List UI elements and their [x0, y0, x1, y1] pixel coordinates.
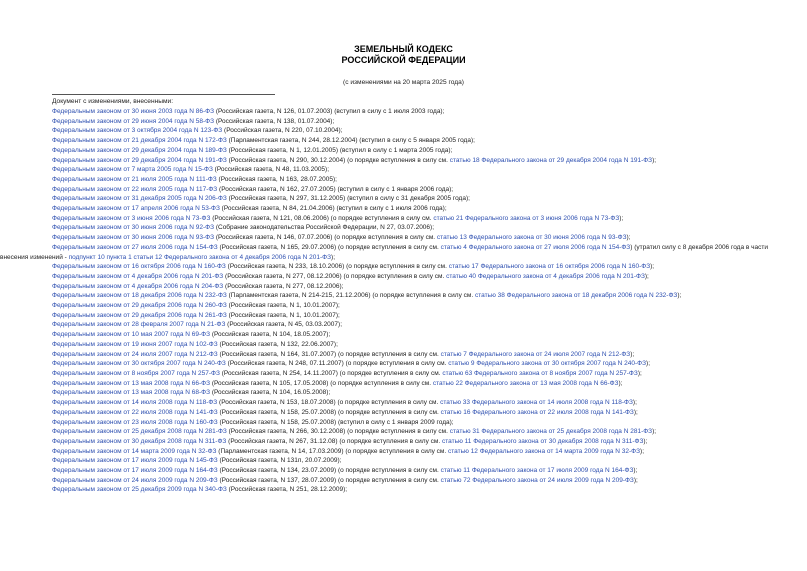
amendment-entry: [0, 204, 807, 214]
document-subtitle: (с изменениями на 20 марта 2025 года): [343, 79, 464, 86]
amendment-entry: [0, 165, 807, 175]
entry-text: (Российская газета, N 164, 31.07.2007) (о порядке вступления в силу см.: [217, 350, 441, 358]
entry-text: (Российская газета, N 121, 08.06.2006) (о порядке вступления в силу см.: [210, 214, 434, 222]
amendment-entry: [0, 117, 807, 127]
entry-text: (Российская газета, N 137, 28.07.2009) (о порядке вступления в силу см.: [217, 476, 441, 484]
law-link[interactable]: Федеральным законом от 28 февраля 2007 года N 21-ФЗ: [52, 321, 226, 329]
law-link[interactable]: Федеральным законом от 21 июля 2005 года N 111-ФЗ: [52, 175, 217, 183]
law-link[interactable]: статью 33 Федерального закона от 14 июля 2008 года N 118-ФЗ: [440, 399, 633, 407]
law-link[interactable]: Федеральным законом от 29 декабря 2004 года N 191-ФЗ: [52, 156, 227, 164]
entry-text: (Российская газета, N 267, 31.12.08) (о порядке вступления в силу см.: [226, 437, 442, 445]
amendment-entry: [0, 320, 807, 330]
law-link[interactable]: Федеральным законом от 17 апреля 2006 года N 53-ФЗ: [52, 205, 220, 213]
entry-text: (Российская газета, N 297, 31.12.2005) (вступил в силу с 31 декабря 2005 года);: [226, 195, 470, 203]
entry-text: );: [633, 467, 638, 475]
amendment-entry: [0, 233, 807, 243]
entry-text: (Российская газета, N 146, 07.07.2006) (о порядке вступления в силу см.: [214, 234, 437, 242]
law-link[interactable]: Федеральным законом от 30 декабря 2008 года N 311-ФЗ: [52, 437, 227, 445]
law-link[interactable]: Федеральным законом от 31 декабря 2005 года N 206-ФЗ: [52, 195, 227, 203]
amendment-entry: [0, 379, 807, 389]
law-link[interactable]: Федеральным законом от 22 июля 2008 года N 141-ФЗ: [52, 408, 218, 416]
law-link[interactable]: статью 21 Федерального закона от 3 июня 2006 года N 73-ФЗ: [433, 214, 620, 222]
entry-text: (Российская газета, N 1, 10.01.2007);: [226, 311, 340, 319]
entry-text: );: [633, 476, 638, 484]
law-link[interactable]: Федеральным законом от 8 ноября 2007 года N 257-ФЗ: [52, 369, 220, 377]
law-link[interactable]: статью 11 Федерального закона от 17 июля 2009 года N 164-ФЗ: [440, 467, 634, 475]
law-link[interactable]: Федеральным законом от 27 июля 2006 года N 154-ФЗ: [52, 243, 218, 251]
amendment-entry: [0, 243, 790, 262]
law-link[interactable]: Федеральным законом от 29 декабря 2004 года N 189-ФЗ: [52, 146, 227, 154]
law-link[interactable]: Федеральным законом от 30 июня 2006 года N 93-ФЗ: [52, 234, 215, 242]
amendment-entry: [0, 311, 807, 321]
entry-text: (Парламентская газета, N 244, 28.12.2004) (вступил в силу с 5 января 2005 года);: [226, 137, 475, 145]
amendment-entry: [0, 175, 807, 185]
amendment-entry: [0, 398, 807, 408]
entry-text: (Собрание законодательства Российской Федерации, N 27, 03.07.2006);: [214, 224, 435, 232]
law-link[interactable]: статью 22 Федерального закона от 13 мая 2008 года N 66-ФЗ: [432, 379, 619, 387]
document-title-line2: РОССИЙСКОЙ ФЕДЕРАЦИИ: [341, 55, 466, 65]
law-link[interactable]: Федеральным законом от 13 мая 2008 года N 68-ФЗ: [52, 389, 211, 397]
amendment-entry: [0, 330, 807, 340]
law-link[interactable]: статью 31 Федерального закона от 25 декабря 2008 года N 281-ФЗ: [449, 428, 653, 436]
law-link[interactable]: Федеральным законом от 14 июля 2008 года N 118-ФЗ: [52, 399, 218, 407]
entry-text: (Российская газета, N 134, 23.07.2009) (о порядке вступления в силу см.: [217, 467, 441, 475]
entry-text: );: [643, 437, 648, 445]
amendment-entry: [0, 485, 807, 495]
law-link[interactable]: Федеральным законом от 3 июня 2006 года N 73-ФЗ: [52, 214, 211, 222]
law-link[interactable]: Федеральным законом от 23 июля 2008 года N 160-ФЗ: [52, 418, 218, 426]
amendment-entry: [0, 408, 807, 418]
entry-text: (Парламентская газета, N 214-215, 21.12.2006) (о порядке вступления в силу см.: [226, 292, 475, 300]
law-link[interactable]: Федеральным законом от 30 октября 2007 года N 240-ФЗ: [52, 360, 226, 368]
amendment-entry: [0, 301, 807, 311]
entry-text: );: [632, 399, 637, 407]
law-link[interactable]: Федеральным законом от 21 декабря 2004 года N 172-ФЗ: [52, 137, 227, 145]
law-link[interactable]: Федеральным законом от 24 июля 2007 года N 212-ФЗ: [52, 350, 218, 358]
entry-text: (Российская газета, N 153, 18.07.2008) (о порядке вступления в силу см.: [217, 399, 441, 407]
law-link[interactable]: подпункт 10 пункта 1 статьи 12 Федерального закона от 4 декабря 2006 года N 201-ФЗ: [68, 253, 332, 261]
entry-text: );: [640, 447, 645, 455]
amendment-entry: [0, 272, 807, 282]
amendment-entry: [0, 456, 807, 466]
law-link[interactable]: Федеральным законом от 29 июня 2004 года N 58-ФЗ: [52, 117, 215, 125]
law-link[interactable]: статью 16 Федерального закона от 22 июля 2008 года N 141-ФЗ: [440, 408, 634, 416]
entry-text: (Российская газета, N 105, 17.05.2008) (о порядке вступления в силу см.: [210, 379, 433, 387]
entry-text: (Российская газета, N 277, 08.12.2006);: [223, 282, 344, 290]
law-link[interactable]: Федеральным законом от 19 июня 2007 года N 102-ФЗ: [52, 340, 218, 348]
law-link[interactable]: Федеральным законом от 16 октября 2006 года N 160-ФЗ: [52, 263, 226, 271]
law-link[interactable]: Федеральным законом от 4 декабря 2006 года N 201-ФЗ: [52, 272, 224, 280]
law-link[interactable]: статью 9 Федерального закона от 30 октября 2007 года N 240-ФЗ: [448, 360, 647, 368]
entry-text: );: [644, 272, 649, 280]
amendment-entry: [0, 126, 807, 136]
law-link[interactable]: статью 63 Федерального закона от 8 ноября 2007 года N 257-ФЗ: [442, 369, 638, 377]
entry-text: );: [652, 428, 657, 436]
entry-text: (Российская газета, N 132, 22.06.2007);: [217, 340, 338, 348]
entry-text: (Российская газета, N 131п, 20.07.2009);: [217, 457, 342, 465]
document-title-line1: ЗЕМЕЛЬНЫЙ КОДЕКС: [354, 44, 453, 54]
entry-text: (Российская газета, N 220, 07.10.2004);: [222, 127, 343, 135]
entry-text: (Парламентская газета, N 14, 17.03.2009) (о порядке вступления в силу см.: [216, 447, 448, 455]
law-link[interactable]: Федеральным законом от 14 марта 2009 года N 32-ФЗ: [52, 447, 217, 455]
amendment-entry: [0, 359, 807, 369]
entry-text: );: [677, 292, 682, 300]
law-link[interactable]: статью 7 Федерального закона от 24 июля 2007 года N 212-ФЗ: [440, 350, 631, 358]
entry-text: );: [626, 234, 631, 242]
amendment-entry: [0, 223, 807, 233]
entry-text: );: [630, 350, 635, 358]
law-link[interactable]: Федеральным законом от 29 декабря 2006 года N 260-ФЗ: [52, 302, 227, 310]
entry-text: );: [331, 253, 336, 261]
amendment-entry: [0, 418, 807, 428]
law-link[interactable]: Федеральным законом от 17 июля 2009 года N 145-ФЗ: [52, 457, 218, 465]
entry-text: (Российская газета, N 104, 18.05.2007);: [210, 331, 331, 339]
amendment-entry: [0, 214, 807, 224]
law-link[interactable]: Федеральным законом от 24 июля 2009 года N 209-ФЗ: [52, 476, 218, 484]
entry-text: (Российская газета, N 1, 12.01.2005) (вступил в силу с 1 марта 2005 года);: [226, 146, 453, 154]
entry-text: (Российская газета, N 233, 18.10.2006) (о порядке вступления в силу см.: [225, 263, 449, 271]
entry-text: (Российская газета, N 48, 11.03.2005);: [212, 166, 330, 174]
entry-text: (Российская газета, N 251, 28.12.2009);: [226, 486, 348, 494]
law-link[interactable]: Федеральным законом от 3 октября 2004 года N 123-ФЗ: [52, 127, 223, 135]
amendment-entry: [0, 194, 807, 204]
law-link[interactable]: статью 17 Федерального закона от 16 октября 2006 года N 160-ФЗ: [448, 263, 651, 271]
amendment-entry: [0, 476, 807, 486]
amendment-entry: [0, 156, 807, 166]
entry-text: );: [637, 369, 642, 377]
law-link[interactable]: статью 40 Федерального закона от 4 декабря 2006 года N 201-ФЗ: [446, 272, 645, 280]
amendment-entry: [0, 107, 807, 117]
amendment-entry: [0, 466, 807, 476]
entry-text: (Российская газета, N 162, 27.07.2005) (вступил в силу с 1 января 2006 года);: [217, 185, 454, 193]
law-link[interactable]: статью 12 Федерального закона от 14 марта 2009 года N 32-ФЗ: [448, 447, 641, 455]
law-link[interactable]: Федеральным законом от 29 декабря 2006 года N 261-ФЗ: [52, 311, 227, 319]
entry-text: (Российская газета, N 45, 03.03.2007);: [225, 321, 343, 329]
law-link[interactable]: Федеральным законом от 18 декабря 2006 года N 232-ФЗ: [52, 292, 227, 300]
amendment-entry: [0, 185, 807, 195]
entry-text: ) (утратил силу с 8 декабря 2006 года в части внесения изменений -: [0, 243, 769, 261]
entry-text: );: [650, 263, 655, 271]
law-link[interactable]: Федеральным законом от 30 июня 2003 года N 86-ФЗ: [52, 108, 215, 115]
law-link[interactable]: Федеральным законом от 30 июня 2006 года N 92-ФЗ: [52, 224, 215, 232]
amendment-entry: [0, 291, 807, 301]
amendment-entry: [0, 350, 807, 360]
law-link[interactable]: Федеральным законом от 25 декабря 2008 года N 281-ФЗ: [52, 428, 227, 436]
amendments-list: [0, 107, 807, 495]
entry-text: (Российская газета, N 84, 21.04.2006) (вступил в силу с 1 июля 2006 года);: [219, 205, 447, 213]
entry-text: (Российская газета, N 126, 01.07.2003) (вступил в силу с 1 июля 2003 года);: [214, 108, 445, 115]
law-link[interactable]: Федеральным законом от 25 декабря 2009 года N 340-ФЗ: [52, 486, 227, 494]
amendment-entry: [0, 369, 807, 379]
amendment-entry: [0, 437, 807, 447]
law-link[interactable]: Федеральным законом от 13 мая 2008 года N 66-ФЗ: [52, 379, 211, 387]
amendment-entry: [0, 427, 807, 437]
entry-text: (Российская газета, N 254, 14.11.2007) (о порядке вступления в силу см.: [219, 369, 443, 377]
law-link[interactable]: Федеральным законом от 10 мая 2007 года N 69-ФЗ: [52, 331, 211, 339]
entry-text: );: [618, 379, 623, 387]
entry-text: );: [619, 214, 624, 222]
entry-text: );: [646, 360, 651, 368]
law-link[interactable]: статью 13 Федерального закона от 30 июня 2006 года N 93-ФЗ: [436, 234, 627, 242]
law-link[interactable]: статью 4 Федерального закона от 27 июля 2006 года N 154-ФЗ: [440, 243, 631, 251]
entry-text: );: [633, 408, 638, 416]
law-link[interactable]: Федеральным законом от 4 декабря 2006 года N 204-ФЗ: [52, 282, 224, 290]
divider-line: [52, 94, 275, 95]
law-link[interactable]: Федеральным законом от 17 июля 2009 года N 164-ФЗ: [52, 467, 218, 475]
amendment-entry: [0, 340, 807, 350]
entry-text: (Российская газета, N 165, 29.07.2006) (о порядке вступления в силу см.: [217, 243, 441, 251]
entry-text: (Российская газета, N 158, 25.07.2008) (о порядке вступления в силу см.: [217, 408, 441, 416]
law-link[interactable]: статью 18 Федерального закона от 29 декабря 2004 года N 191-ФЗ: [449, 156, 653, 164]
entry-text: (Российская газета, N 158, 25.07.2008) (вступил в силу с 1 января 2009 года);: [217, 418, 454, 426]
law-link[interactable]: Федеральным законом от 22 июля 2005 года N 117-ФЗ: [52, 185, 218, 193]
amendment-entry: [0, 262, 807, 272]
amendment-entry: [0, 136, 807, 146]
entry-text: (Российская газета, N 248, 07.11.2007) (о порядке вступления в силу см.: [225, 360, 449, 368]
amendment-entry: [0, 146, 807, 156]
law-link[interactable]: статью 11 Федерального закона от 30 декабря 2008 года N 311-ФЗ: [442, 437, 644, 445]
amendment-entry: [0, 388, 807, 398]
entry-text: (Российская газета, N 266, 30.12.2008) (о порядке вступления в силу см.: [226, 428, 450, 436]
entry-text: (Российская газета, N 104, 16.05.2008);: [210, 389, 331, 397]
law-link[interactable]: статью 72 Федерального закона от 24 июля 2009 года N 209-ФЗ: [440, 476, 634, 484]
law-link[interactable]: Федеральным законом от 7 марта 2005 года N 15-ФЗ: [52, 166, 213, 174]
entry-text: (Российская газета, N 163, 28.07.2005);: [216, 175, 337, 183]
amendments-intro: Документ с изменениями, внесенными:: [52, 98, 174, 105]
entry-text: (Российская газета, N 290, 30.12.2004) (о порядке вступления в силу см.: [226, 156, 450, 164]
entry-text: (Российская газета, N 277, 08.12.2006) (о порядке вступления в силу см.: [223, 272, 447, 280]
amendment-entry: [0, 282, 807, 292]
law-link[interactable]: статью 38 Федерального закона от 18 декабря 2006 года N 232-ФЗ: [474, 292, 678, 300]
entry-text: (Российская газета, N 138, 01.07.2004);: [214, 117, 335, 125]
entry-text: );: [652, 156, 657, 164]
entry-text: (Российская газета, N 1, 10.01.2007);: [226, 302, 340, 310]
amendment-entry: [0, 447, 807, 457]
